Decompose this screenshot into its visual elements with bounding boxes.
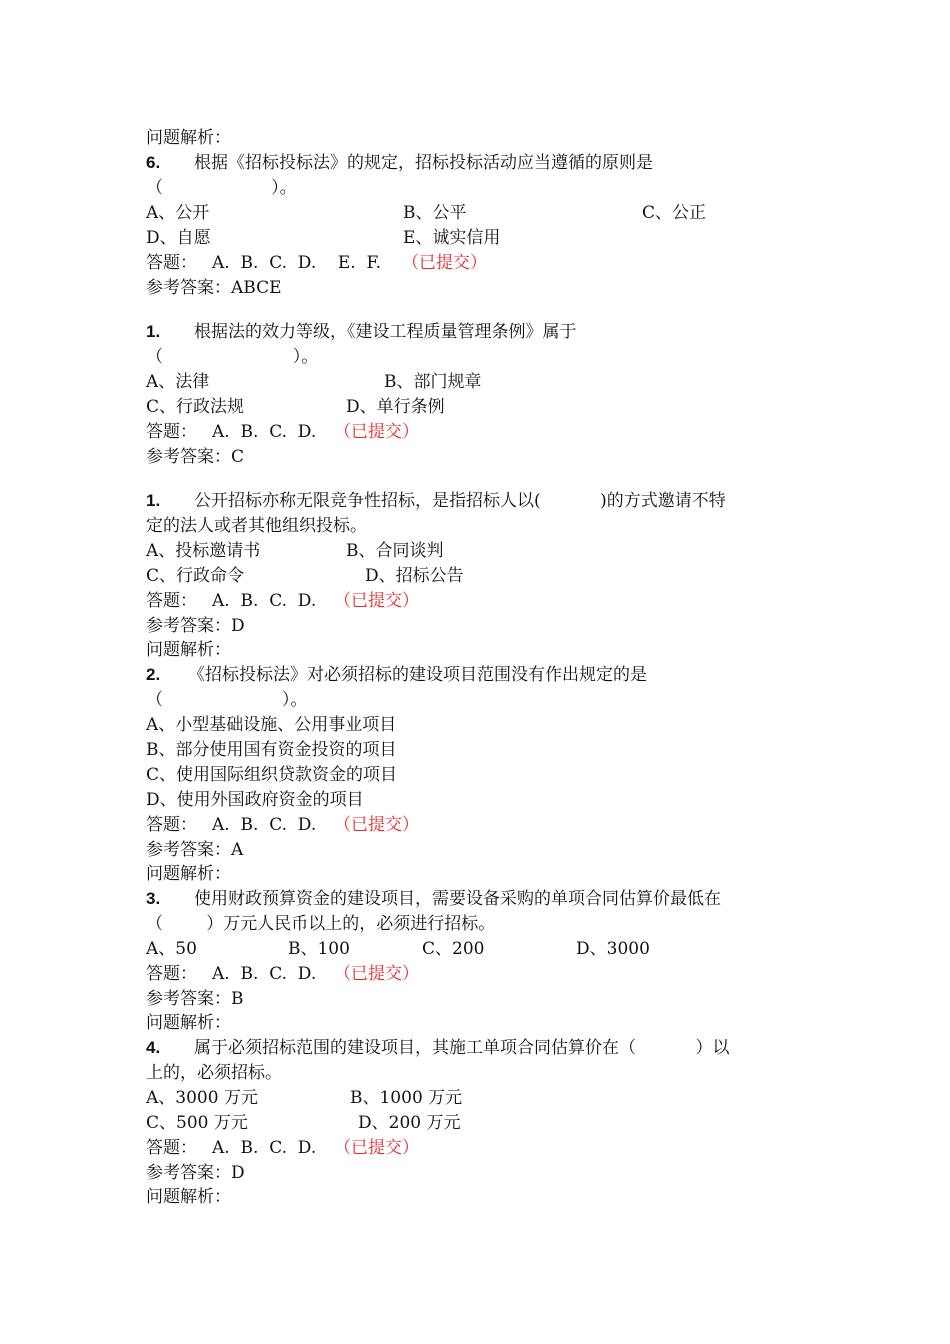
option-d: D、200 万元	[358, 1113, 461, 1133]
answer-label: 答题：	[146, 422, 197, 442]
question-number: 3.	[146, 889, 161, 908]
question-stem-blank: （ ）万元人民币以上的，必须进行招标。	[146, 914, 496, 934]
option-c: C、行政法规	[146, 397, 245, 417]
submitted-status: （已提交）	[334, 815, 419, 835]
option-c: C、公正	[642, 203, 707, 223]
submitted-status: （已提交）	[402, 253, 487, 273]
answer-choices[interactable]: A. B. C. D. E. F.	[212, 253, 382, 273]
question-stem: 根据《招标投标法》的规定，招标投标活动应当遵循的原则是	[194, 153, 653, 173]
answer-label: 答题：	[146, 591, 197, 611]
reference-answer: 参考答案：ABCE	[146, 278, 282, 298]
answer-label: 答题：	[146, 1138, 197, 1158]
option-e: E、诚实信用	[403, 228, 501, 248]
option-b: B、部分使用国有资金投资的项目	[146, 740, 397, 760]
question-stem-blank: （ ）。	[146, 347, 319, 367]
reference-answer: 参考答案：A	[146, 840, 244, 860]
question-stem: 属于必须招标范围的建设项目，其施工单项合同估算价在（ ）以	[194, 1038, 730, 1058]
question-stem-cont: 上的，必须招标。	[146, 1063, 282, 1083]
answer-choices[interactable]: A. B. C. D.	[212, 591, 317, 611]
submitted-status: （已提交）	[334, 422, 419, 442]
option-c: C、200	[422, 939, 485, 959]
question-number: 2.	[146, 665, 161, 684]
submitted-status: （已提交）	[334, 591, 419, 611]
analysis-label: 问题解析：	[146, 864, 231, 884]
question-stem: 公开招标亦称无限竞争性招标，是指招标人以( )的方式邀请不特	[194, 491, 726, 511]
analysis-label: 问题解析：	[146, 1187, 231, 1207]
option-b: B、1000 万元	[350, 1088, 463, 1108]
analysis-label: 问题解析：	[146, 640, 231, 660]
reference-answer: 参考答案：C	[146, 447, 245, 467]
option-a: A、投标邀请书	[146, 541, 261, 561]
option-b: B、合同谈判	[346, 541, 444, 561]
question-stem-cont: 定的法人或者其他组织投标。	[146, 516, 367, 536]
option-c: C、行政命令	[146, 566, 245, 586]
option-a: A、公开	[146, 203, 210, 223]
answer-choices[interactable]: A. B. C. D.	[212, 422, 317, 442]
option-a: A、3000 万元	[146, 1088, 258, 1108]
answer-label: 答题：	[146, 964, 197, 984]
reference-answer: 参考答案：D	[146, 1163, 245, 1183]
option-c: C、500 万元	[146, 1113, 248, 1133]
reference-answer: 参考答案：D	[146, 616, 245, 636]
option-a: A、法律	[146, 372, 210, 392]
question-stem: 根据法的效力等级，《建设工程质量管理条例》属于	[194, 322, 577, 342]
option-a: A、小型基础设施、公用事业项目	[146, 715, 397, 735]
question-stem: 使用财政预算资金的建设项目，需要设备采购的单项合同估算价最低在	[194, 889, 721, 909]
answer-label: 答题：	[146, 815, 197, 835]
analysis-label: 问题解析：	[146, 1013, 231, 1033]
option-d: D、单行条例	[346, 397, 445, 417]
answer-choices[interactable]: A. B. C. D.	[212, 1138, 317, 1158]
answer-choices[interactable]: A. B. C. D.	[212, 815, 317, 835]
question-stem: 《招标投标法》对必须招标的建设项目范围没有作出规定的是	[188, 665, 647, 685]
analysis-label: 问题解析：	[146, 128, 231, 148]
question-stem-blank: （ ）。	[146, 178, 297, 198]
question-number: 4.	[146, 1038, 161, 1057]
option-b: B、公平	[403, 203, 467, 223]
option-d: D、自愿	[146, 228, 211, 248]
option-a: A、50	[146, 939, 197, 959]
answer-choices[interactable]: A. B. C. D.	[212, 964, 317, 984]
reference-answer: 参考答案：B	[146, 989, 244, 1009]
question-number: 6.	[146, 153, 161, 172]
option-b: B、部门规章	[384, 372, 482, 392]
option-b: B、100	[288, 939, 350, 959]
option-d: D、3000	[576, 939, 650, 959]
question-number: 1.	[146, 491, 161, 510]
option-d: D、使用外国政府资金的项目	[146, 790, 364, 810]
question-stem-blank: （ ）。	[146, 690, 308, 710]
answer-label: 答题：	[146, 253, 197, 273]
option-d: D、招标公告	[365, 566, 464, 586]
option-c: C、使用国际组织贷款资金的项目	[146, 765, 398, 785]
submitted-status: （已提交）	[334, 964, 419, 984]
submitted-status: （已提交）	[334, 1138, 419, 1158]
question-number: 1.	[146, 322, 161, 341]
